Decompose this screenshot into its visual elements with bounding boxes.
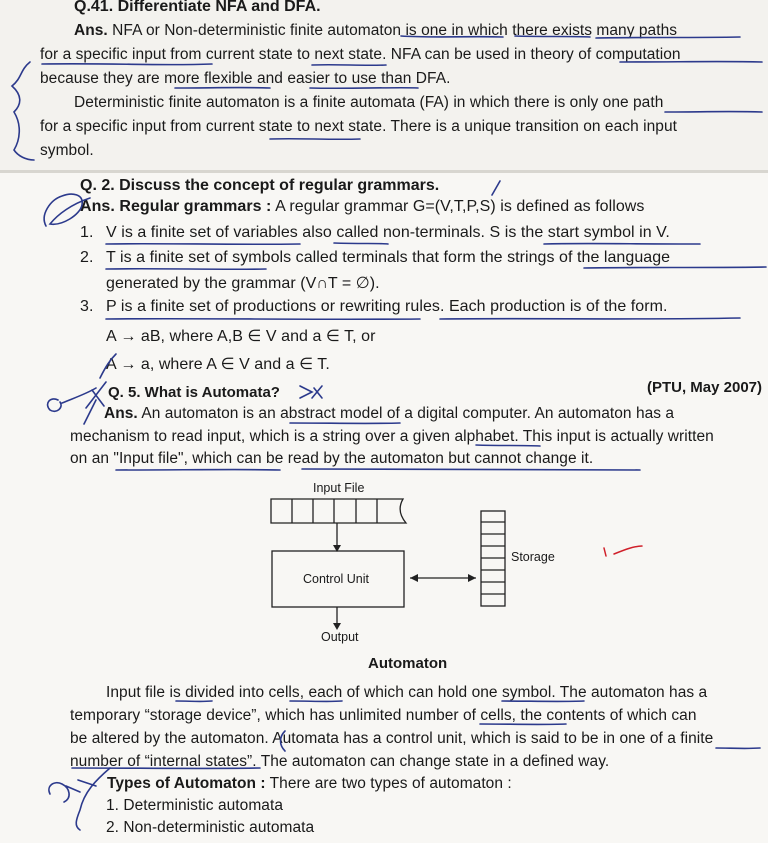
- para-line-2: temporary “storage device”, which has unlimited number of cells, the contents of which can: [70, 707, 697, 724]
- red-pen-mark: [604, 546, 642, 556]
- q5-title: Q. 5. What is Automata?: [108, 384, 280, 401]
- q2-strike-a: [100, 354, 116, 378]
- q2-item-3-line-1: P is a finite set of productions or rewriting rules. Each production is of the form.: [106, 298, 668, 315]
- q2-item-2-line-2: generated by the grammar (V∩T = ∅).: [106, 275, 380, 292]
- types-margin-mark: [49, 768, 110, 830]
- q2-item-1-num: 1.: [80, 224, 94, 241]
- para-line-4: number of “internal states”. The automaton can change state in a defined way.: [70, 753, 610, 770]
- types-label: Types of Automaton :: [107, 775, 266, 792]
- q2-item-3-line-3: A → a, where A ∈ V and a ∈ T.: [106, 356, 330, 373]
- para-line-1: Input file is divided into cells, each of which can hold one symbol. The automaton has a: [106, 684, 708, 701]
- q41-line-6: symbol.: [40, 142, 94, 159]
- underline-q5: [116, 423, 640, 470]
- q41-ans-label: Ans.: [74, 22, 108, 39]
- para-line-3: be altered by the automaton. Automata has a control unit, which is said to be in one of a finite: [70, 730, 714, 747]
- underline-q41-c: [175, 88, 418, 89]
- q2-title: Q. 2. Discuss the concept of regular grammars.: [80, 177, 440, 194]
- q2-item-2-line-1: T is a finite set of symbols called terminals that form the strings of the language: [106, 249, 671, 266]
- margin-bracket: [12, 62, 34, 160]
- q2-scribble-loop: [44, 194, 90, 226]
- underline-q2-item2: [106, 267, 766, 269]
- q41-title: Q.41. Differentiate NFA and DFA.: [74, 0, 321, 15]
- underline-q41-a: [401, 36, 740, 38]
- q41-line-4: Deterministic finite automaton is a finite automata (FA) in which there is only one path: [74, 94, 664, 111]
- underline-q41-b: [42, 62, 762, 66]
- q2-item-2-num: 2.: [80, 249, 94, 266]
- q2-check-mark: [492, 181, 500, 195]
- types-item-2: 2. Non-deterministic automata: [106, 819, 315, 836]
- diagram-storage-label: Storage: [511, 550, 555, 564]
- q41-text: NFA or Non-deterministic finite automaton is one in which there exists many paths: [112, 22, 678, 39]
- q5-title-mark: [300, 386, 322, 398]
- para-bracket-mark: [281, 731, 286, 751]
- q5-line-2: mechanism to read input, which is a string over a given alphabet. This input is actually written: [70, 428, 714, 445]
- q2-ans-label: Ans. Regular grammars :: [80, 198, 272, 215]
- underline-q2-item1: [106, 243, 700, 244]
- underline-q2-item3: [106, 318, 740, 319]
- q41-line-2: for a specific input from current state to next state. NFA can be used in theory of computation: [40, 46, 681, 63]
- q41-line-3: because they are more flexible and easier to use than DFA.: [40, 70, 451, 87]
- q2-intro: A regular grammar G=(V,T,P,S) is defined as follows: [275, 198, 645, 215]
- q41-line-5: for a specific input from current state to next state. There is a unique transition on each input: [40, 118, 677, 135]
- q5-margin-mark: [48, 382, 106, 411]
- q5-text: An automaton is an abstract model of a digital computer. An automaton has a: [141, 405, 675, 422]
- underline-q41-e: [270, 139, 360, 140]
- diagram-control-unit-label: Control Unit: [303, 572, 369, 586]
- diagram-caption: Automaton: [368, 655, 448, 672]
- diagram-output-label: Output: [321, 630, 359, 644]
- q2-item-3-line-2: A → aB, where A,B ∈ V and a ∈ T, or: [106, 328, 376, 345]
- diagram-input-file-label: Input File: [313, 481, 365, 495]
- types-text: There are two types of automaton :: [269, 775, 512, 792]
- q2-item-3-num: 3.: [80, 298, 94, 315]
- q5-source: (PTU, May 2007): [646, 379, 762, 396]
- q2-item-1-line-1: V is a finite set of variables also called non-terminals. S is the start symbol in V.: [106, 224, 670, 241]
- q5-line-3: on an "Input file", which can be read by the automaton but cannot change it.: [70, 450, 594, 467]
- q5-ans-label: Ans.: [104, 405, 138, 422]
- types-item-1: 1. Deterministic automata: [106, 797, 283, 814]
